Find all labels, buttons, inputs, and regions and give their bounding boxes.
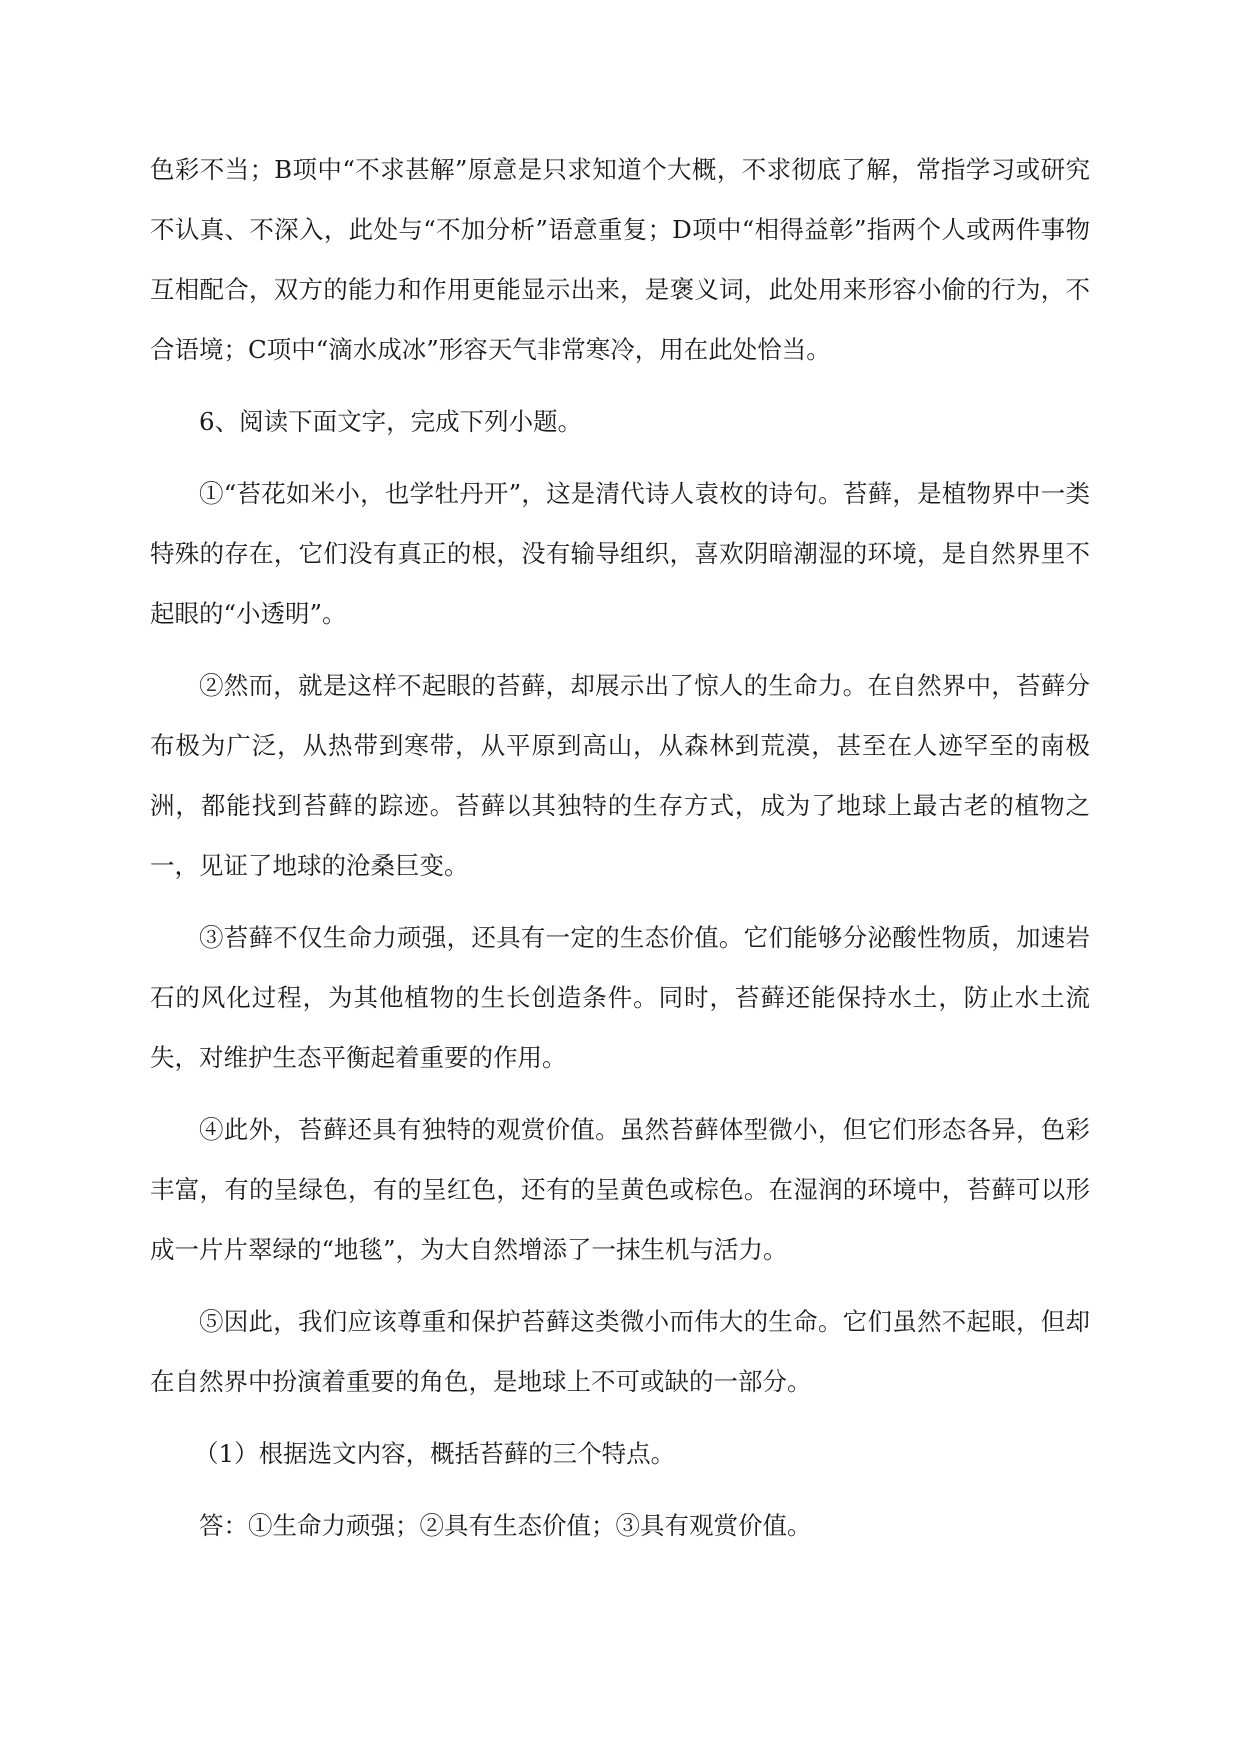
- passage-paragraph-5: ⑤因此，我们应该尊重和保护苔藓这类微小而伟大的生命。它们虽然不起眼，但却在自然界中扮演着重要的角色，是地球上不可或缺的一部分。: [150, 1307, 1090, 1396]
- answer-1: 答：①生命力顽强；②具有生态价值；③具有观赏价值。: [199, 1511, 812, 1540]
- passage-paragraph-3: ③苔藓不仅生命力顽强，还具有一定的生态价值。它们能够分泌酸性物质，加速岩石的风化过程，为其他植物的生长创造条件。同时，苔藓还能保持水土，防止水土流失，对维护生态平衡起着重要的作用。: [150, 923, 1090, 1072]
- passage-paragraph-2: ②然而，就是这样不起眼的苔藓，却展示出了惊人的生命力。在自然界中，苔藓分布极为广泛，从热带到寒带，从平原到高山，从森林到荒漠，甚至在人迹罕至的南极洲，都能找到苔藓的踪迹。苔藓以其独特的生存方式，成为了地球上最古老的植物之一，见证了地球的沧桑巨变。: [150, 671, 1090, 880]
- passage-paragraph-4: ④此外，苔藓还具有独特的观赏价值。虽然苔藓体型微小，但它们形态各异，色彩丰富，有的呈绿色，有的呈红色，还有的呈黄色或棕色。在湿润的环境中，苔藓可以形成一片片翠绿的“地毯”，为大自然增添了一抹生机与活力。: [150, 1115, 1090, 1264]
- continuation-paragraph: 色彩不当；B项中“不求甚解”原意是只求知道个大概，不求彻底了解，常指学习或研究不认真、不深入，此处与“不加分析”语意重复；D项中“相得益彰”指两个人或两件事物互相配合，双方的能力和作用更能显示出来，是褒义词，此处用来形容小偷的行为，不合语境；C项中“滴水成冰”形容天气非常寒冷，用在此处恰当。: [150, 155, 1090, 364]
- question-6-heading: 6、阅读下面文字，完成下列小题。: [199, 407, 583, 436]
- sub-question-1: （1）根据选文内容，概括苔藓的三个特点。: [194, 1439, 676, 1468]
- passage-paragraph-1: ①“苔花如米小，也学牡丹开”，这是清代诗人袁枚的诗句。苔藓，是植物界中一类特殊的存在，它们没有真正的根，没有输导组织，喜欢阴暗潮湿的环境，是自然界里不起眼的“小透明”。: [150, 479, 1090, 628]
- document-body: [150, 140, 1090, 1556]
